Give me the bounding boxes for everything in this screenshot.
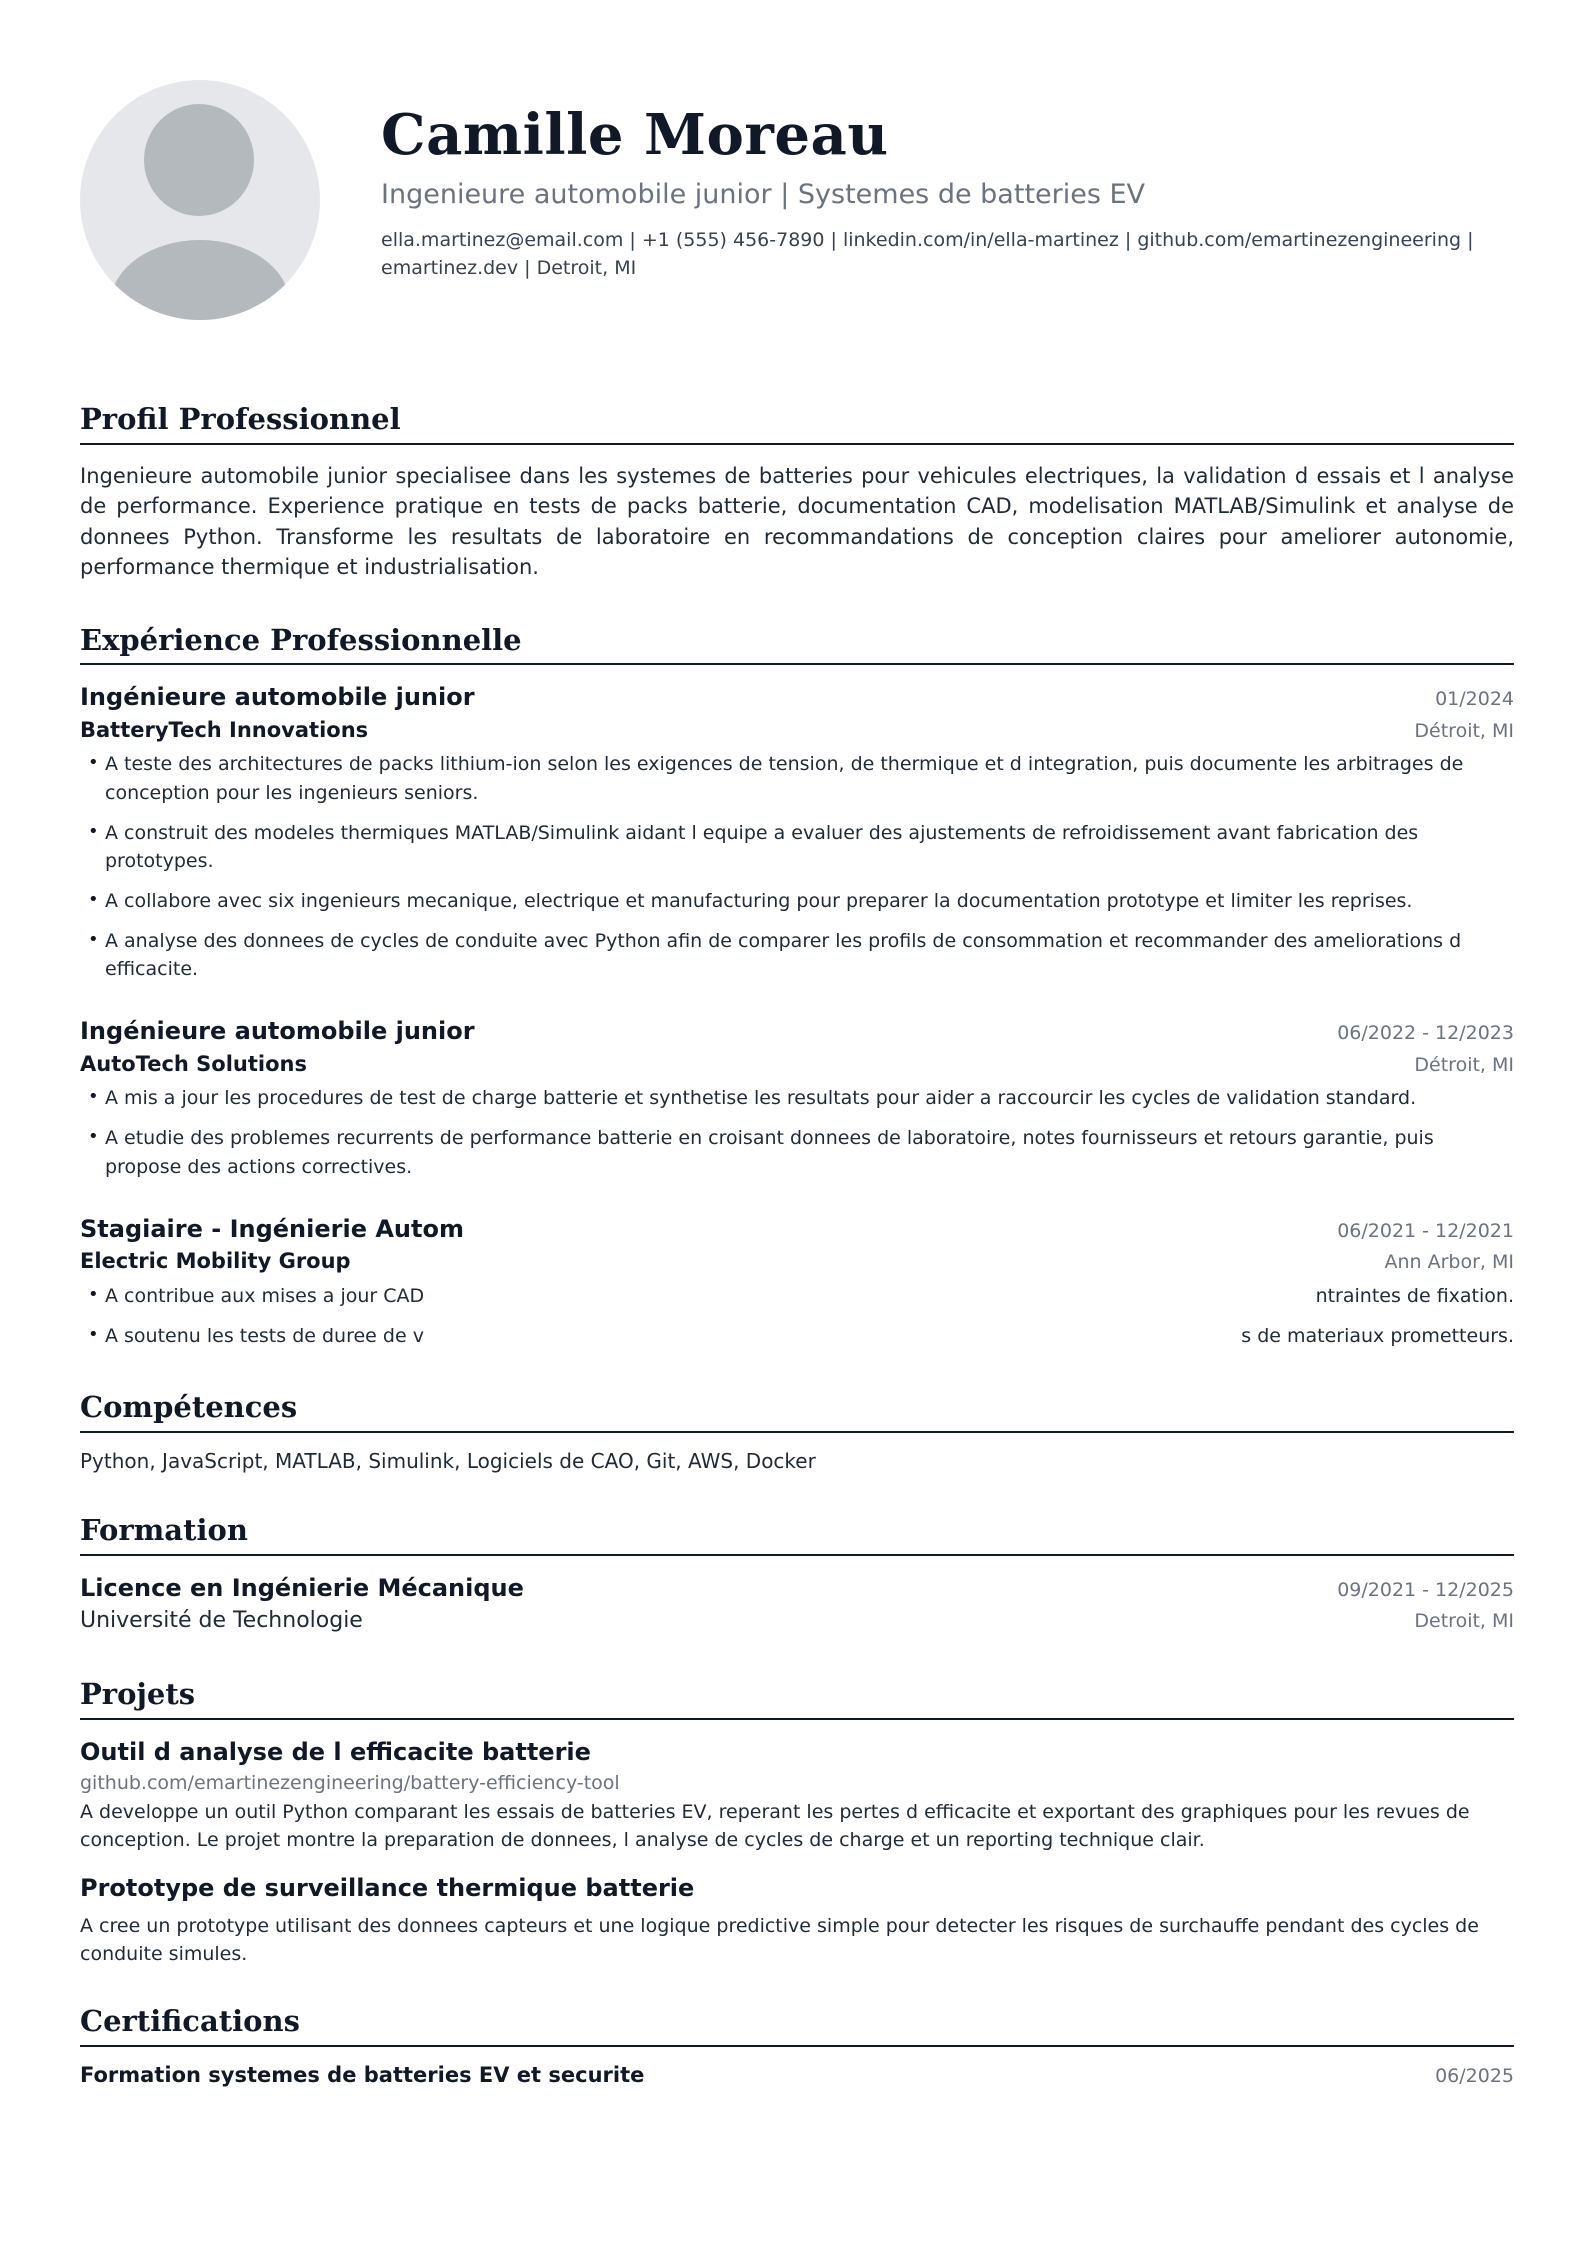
header-text [381, 102, 1514, 282]
profile-text: Ingenieure automobile junior specialisee dans les systemes de batteries pour vehicules electriques, la validation d essais et l analyse de performance. Experience pratique en tests de packs batterie, documentation CAD, modelisation MATLAB/Simulink et analyse de donnees Python. Transforme les resultats de laboratoire en recommandations de conception claires pour ameliorer autonomie, performance thermique et industrialisation. [80, 463, 1514, 580]
job-bullets [80, 1084, 1514, 1180]
job-date: 01/2024 [1435, 688, 1514, 711]
section-title: Formation [80, 1513, 1514, 1556]
avatar-head-shape [144, 104, 254, 216]
section-title: Compétences [80, 1390, 1514, 1433]
company-name: Electric Mobility Group [80, 1249, 351, 1274]
bullet-item: • A analyse des donnees de cycles de conduite avec Python afin de comparer les profils de consommation et recommander des ameliorations d efficacite. [80, 927, 1514, 983]
candidate-name: Camille Moreau [381, 102, 889, 168]
bullet-text-left-fragment: • A soutenu les tests de duree de v [105, 1324, 424, 1347]
job-title: Ingénieure automobile junior [80, 683, 475, 712]
bullet-item [80, 1322, 1514, 1350]
section-title: Profil Professionnel [80, 402, 1514, 445]
skills-list: Python, JavaScript, MATLAB, Simulink, Logiciels de CAO, Git, AWS, Docker [80, 1448, 816, 1473]
section-title: Projets [80, 1677, 1514, 1720]
bullet-item: • A collabore avec six ingenieurs mecanique, electrique et manufacturing pour preparer la documentation prototype et limiter les reprises. [80, 887, 1514, 915]
experience-entry [80, 1015, 1514, 1180]
resume-page [80, 0, 1514, 2087]
experience-entry [80, 1213, 1514, 1350]
certifications-section [80, 2004, 1514, 2087]
experience-entry [80, 681, 1514, 983]
certification-title: Formation systemes de batteries EV et securite [80, 2062, 645, 2087]
job-location: Ann Arbor, MI [1384, 1251, 1514, 1274]
company-name: BatteryTech Innovations [80, 717, 369, 742]
job-bullets [80, 1282, 1514, 1350]
bullet-item: • A mis a jour les procedures de test de charge batterie et synthetise les resultats pour aider a raccourcir les cycles de validation standard. [80, 1084, 1514, 1112]
project-entry [80, 1872, 1514, 1968]
contact-line: ella.martinez@email.com | +1 (555) 456-7890 | linkedin.com/in/ella-martinez | github.com/emartinezengineering | emartinez.dev | Detroit, MI [381, 228, 1474, 279]
job-title: Ingénieure automobile junior [80, 1017, 475, 1046]
section-title: Expérience Professionnelle [80, 623, 1514, 666]
company-name: AutoTech Solutions [80, 1051, 307, 1076]
avatar [80, 80, 320, 320]
project-title: Prototype de surveillance thermique batterie [80, 1874, 695, 1903]
profile-section [80, 402, 1514, 583]
education-date: 09/2021 - 12/2025 [1337, 1578, 1514, 1601]
certification-date: 06/2025 [1435, 2064, 1514, 2087]
project-link[interactable]: github.com/emartinezengineering/battery-efficiency-tool [80, 1772, 620, 1795]
job-title: Stagiaire - Ingénierie Autom [80, 1214, 464, 1243]
job-bullets [80, 750, 1514, 983]
certification-entry [80, 2063, 1514, 2087]
bullet-item: • A construit des modeles thermiques MATLAB/Simulink aidant l equipe a evaluer des ajustements de refroidissement avant fabrication des prototypes. [80, 819, 1514, 875]
degree-title: Licence en Ingénierie Mécanique [80, 1573, 524, 1602]
bullet-text-left-fragment: • A contribue aux mises a jour CAD [105, 1284, 425, 1307]
bullet-item [80, 1282, 1514, 1310]
school-name: Université de Technologie [80, 1608, 363, 1634]
bullet-item: • A teste des architectures de packs lithium-ion selon les exigences de tension, de thermique et d integration, puis documente les arbitrages de conception pour les ingenieurs seniors. [80, 750, 1514, 806]
job-date: 06/2022 - 12/2023 [1337, 1022, 1514, 1045]
project-title: Outil d analyse de l efficacite batterie [80, 1737, 591, 1766]
bullet-item: • A etudie des problemes recurrents de performance batterie en croisant donnees de laboratoire, notes fournisseurs et retours garantie, puis propose des actions correctives. [80, 1124, 1514, 1180]
experience-section [80, 623, 1514, 1350]
skills-section [80, 1390, 1514, 1473]
bullet-text-right-fragment: s de materiaux prometteurs. [1241, 1324, 1514, 1347]
job-location: Détroit, MI [1414, 719, 1514, 742]
candidate-role: Ingenieure automobile junior | Systemes de batteries EV [381, 178, 1146, 210]
section-title: Certifications [80, 2004, 1514, 2047]
projects-section [80, 1677, 1514, 1968]
project-entry [80, 1736, 1514, 1854]
education-section [80, 1513, 1514, 1637]
project-description: A developpe un outil Python comparant les essais de batteries EV, reperant les pertes d efficacite et exportant des graphiques pour les revues de conception. Le projet montre la preparation de donnees, l analyse de cycles de charge et un reporting technique clair. [80, 1800, 1470, 1852]
avatar-body-shape [110, 240, 290, 320]
job-date: 06/2021 - 12/2021 [1337, 1219, 1514, 1242]
bullet-text-right-fragment: ntraintes de fixation. [1315, 1284, 1514, 1307]
education-location: Detroit, MI [1414, 1610, 1514, 1633]
job-location: Détroit, MI [1414, 1053, 1514, 1076]
resume-header [80, 0, 1514, 360]
project-description: A cree un prototype utilisant des donnees capteurs et une logique predictive simple pour detecter les risques de surchauffe pendant des cycles de conduite simules. [80, 1914, 1479, 1965]
